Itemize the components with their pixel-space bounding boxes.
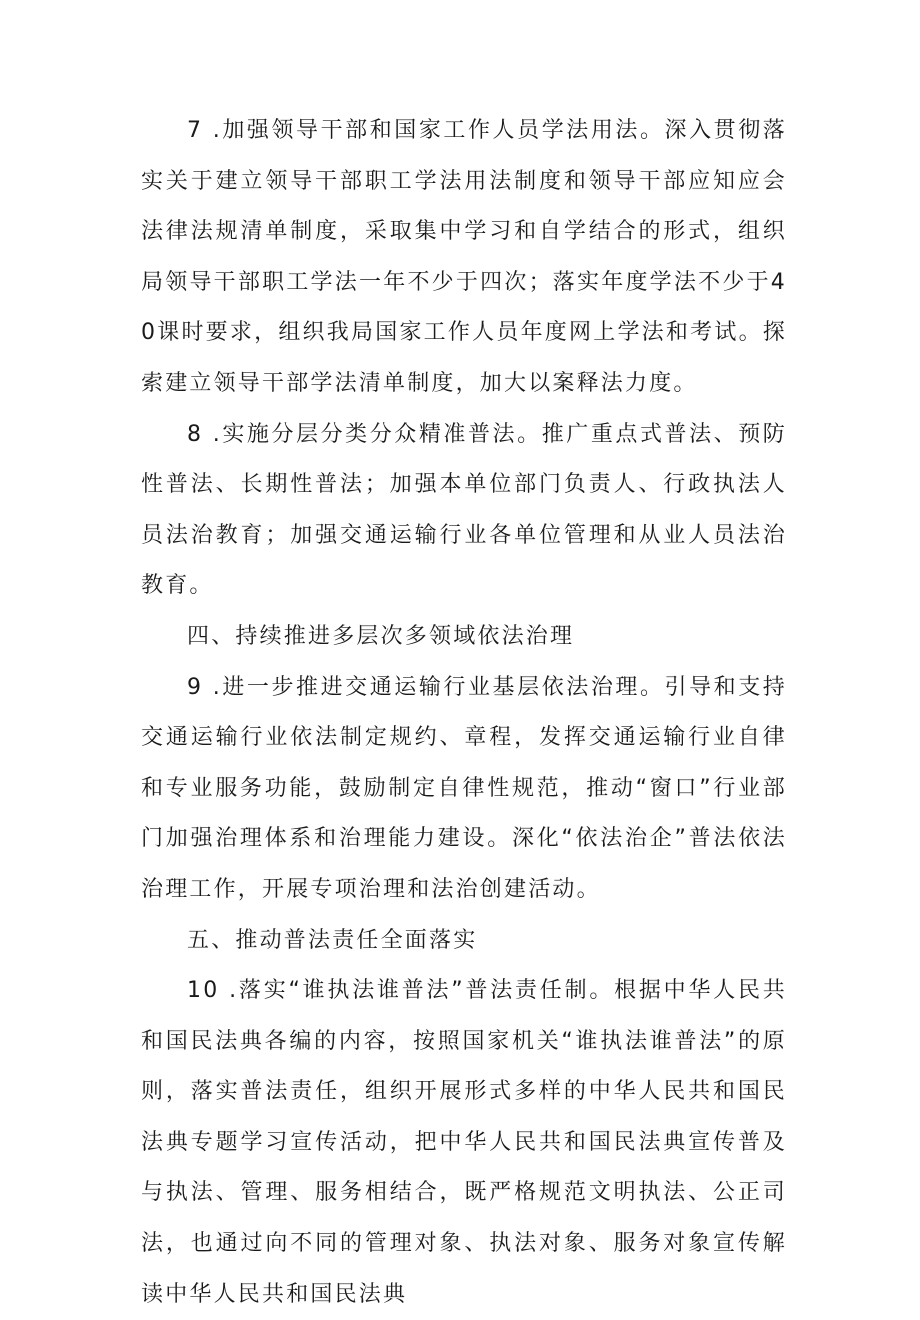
item-10-paragraph: 10 .落实“谁执法谁普法”普法责任制。根据中华人民共和国民法典各编的内容，按照国家机关“谁执法谁普法”的原则，落实普法责任，组织开展形式多样的中华人民共和国民法典专题学习宣传活动，把中华人民共和国民法典宣传普及与执法、管理、服务相结合，既严格规范文明执法、公正司法，也通过向不同的管理对象、执法对象、服务对象宣传解读中华人民共和国民法典 xyxy=(141,978,787,1307)
item-7-paragraph: 7 .加强领导干部和国家工作人员学法用法。深入贯彻落实关于建立领导干部职工学法用法制度和领导干部应知应会法律法规清单制度，采取集中学习和自学结合的形式，组织局领导干部职工学法一年不少于四次；落实年度学法不少于40课时要求，组织我局国家工作人员年度网上学法和考试。探索建立领导干部学法清单制度，加大以案释法力度。 xyxy=(141,118,787,396)
item-9-paragraph: 9 .进一步推进交通运输行业基层依法治理。引导和支持交通运输行业依法制定规约、章程，发挥交通运输行业自律和专业服务功能，鼓励制定自律性规范，推动“窗口”行业部门加强治理体系和治理能力建设。深化“依法治企”普法依法治理工作，开展专项治理和法治创建活动。 xyxy=(141,674,787,902)
section-heading-five: 五、推动普法责任全面落实 xyxy=(187,927,478,953)
document-body xyxy=(141,106,787,1320)
item-8-paragraph: 8 .实施分层分类分众精准普法。推广重点式普法、预防性普法、长期性普法；加强本单位部门负责人、行政执法人员法治教育；加强交通运输行业各单位管理和从业人员法治教育。 xyxy=(141,421,787,599)
section-heading-four: 四、持续推进多层次多领域依法治理 xyxy=(187,623,575,649)
